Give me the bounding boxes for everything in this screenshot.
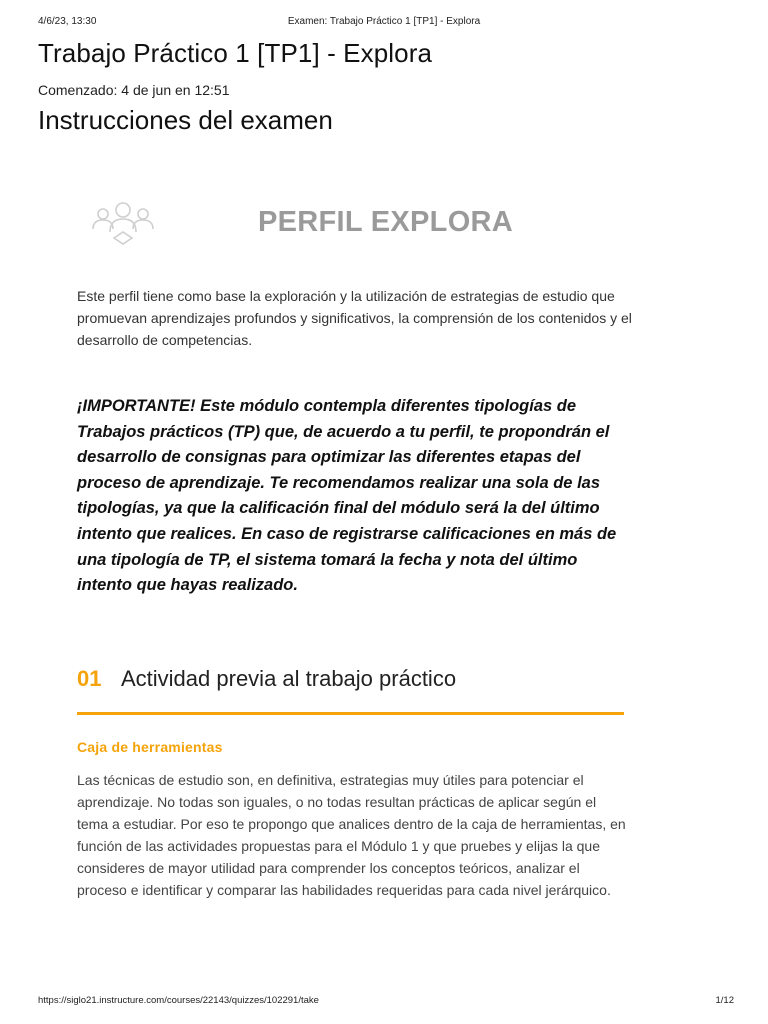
page-title: Trabajo Práctico 1 [TP1] - Explora	[38, 38, 433, 68]
important-notice: ¡IMPORTANTE! Este módulo contempla diferentes tipologías de Trabajos prácticos (TP) que, de acuerdo a tu perfil, te propondrán el desarrollo de consignas para optimizar las diferentes etapas del proceso de aprendizaje. Te recomendamos realizar una sola de las tipologías, ya que la calificación final del módulo será la del último intento que realices. En caso de registrarse calificaciones en más de una tipología de TP, el sistema tomará la fecha y nota del último intento que hayas realizado.	[77, 397, 617, 595]
subsection-title: Caja de herramientas	[77, 739, 223, 755]
print-datetime: 4/6/23, 13:30	[38, 16, 97, 27]
print-header	[0, 16, 768, 30]
section-number: 01	[77, 666, 102, 691]
profile-title: PERFIL EXPLORA	[258, 206, 514, 238]
instructions-heading: Instrucciones del examen	[38, 105, 333, 135]
print-footer	[0, 995, 768, 1009]
started-value: 4 de jun en 12:51	[121, 82, 230, 98]
section-divider	[77, 712, 624, 715]
people-group-icon	[88, 198, 158, 246]
print-document-title: Examen: Trabajo Práctico 1 [TP1] - Explora	[287, 16, 481, 27]
profile-description: Este perfil tiene como base la exploración y la utilización de estrategias de estudio que promuevan aprendizajes profundos y significativos, la comprensión de los contenidos y el desarrollo de competencias.	[77, 288, 632, 348]
subsection-body: Las técnicas de estudio son, en definitiva, estrategias muy útiles para potenciar el aprendizaje. No todas son iguales, o no todas resultan prácticas de aplicar según el tema a estudiar. Por eso te propongo que analices dentro de la caja de herramientas, en función de las actividades propuestas para el Módulo 1 y que pruebes y elijas la que consideres de mayor utilidad para comprender los conceptos teóricos, analizar el proceso e identificar y comparar las habilidades requeridas para cada nivel jerárquico.	[77, 772, 626, 898]
started-label: Comenzado:	[38, 82, 118, 98]
page-counter: 1/12	[715, 995, 734, 1006]
section-title: Actividad previa al trabajo práctico	[121, 666, 457, 691]
started-info	[38, 82, 230, 98]
print-url: https://siglo21.instructure.com/courses/22143/quizzes/102291/take	[38, 995, 319, 1006]
